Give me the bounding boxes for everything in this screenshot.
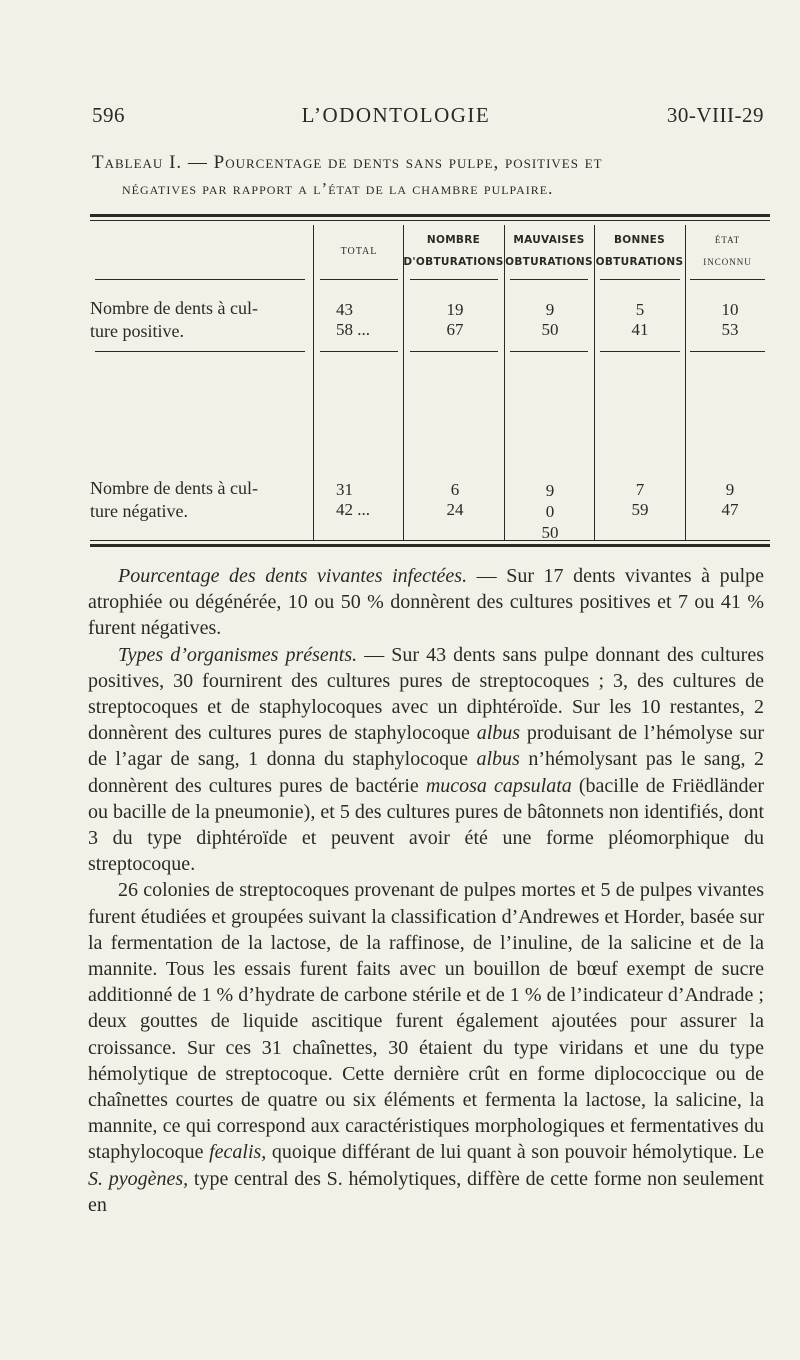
- table-caption: [92, 150, 772, 202]
- row-underline: [320, 351, 398, 352]
- row-label-positive: Nombre de dents à cul- ture positive.: [90, 298, 258, 341]
- row-underline: [690, 351, 765, 352]
- table-caption-line1: Tableau I. — Pourcentage de dents sans pulpe, positives et: [92, 152, 603, 173]
- paragraph: 26 colonies de streptocoques provenant de pulpes mortes et 5 de pulpes vivantes furent étudiées et groupées suivant la classification d’Andrewes et Horder, basée sur la fermentation de la lactose, de la raffinose, de l’inuline, de la salicine et de la mannite. Tous les essais furent faits avec un bouillon de bœuf exempt de sucre additionné de 1 % d’hydrate de carbone stérile et de 1 % de l’indicateur d’Andrade ; deux gouttes de liquide ascitique furent également ajoutées pour assurer la croissance. Sur ces 31 chaînettes, 30 étaient du type viridans et une du type hémolytique de streptocoque. Cette dernière crût en forme diplococcique ou de chaînettes courtes de quatre ou six éléments et fermenta la lactose, la salicine, la mannite, ce qui correspond aux caractéristiques morphologiques et fermentatives du staphylocoque fecalis, quoique différant de lui quant à son pouvoir hémolytique. Le S. pyogènes, type central des S. hémolytiques, diffère de cette forme non seulement en: [88, 879, 765, 1216]
- col-header-etat: ÉTAT INCONNU: [703, 235, 752, 267]
- row-underline: [600, 351, 680, 352]
- cell-total-positive: 43 58 ...: [336, 300, 370, 339]
- body-text: [88, 563, 764, 1218]
- col-header-mauvaises: MAUVAISES OBTURATIONS: [505, 234, 593, 268]
- col-header-bonnes: BONNES OBTURATIONS: [595, 234, 684, 268]
- row-underline: [410, 351, 498, 352]
- cell-nombre-positive: 19 67: [446, 300, 464, 339]
- col-header-total: TOTAL: [340, 246, 378, 257]
- header-underline: [320, 279, 398, 280]
- row-underline: [95, 351, 305, 352]
- row-label-negative: Nombre de dents à cul- ture négative.: [90, 478, 258, 521]
- row-underline: [510, 351, 588, 352]
- header-underline: [510, 279, 588, 280]
- issue-date: 30-VIII-29: [666, 103, 764, 127]
- cell-mauvaises-negative: 9 0 50: [541, 481, 559, 542]
- journal-title: L’ODONTOLOGIE: [301, 103, 491, 127]
- cell-bonnes-positive: 5 41: [631, 300, 649, 339]
- cell-bonnes-negative: 7 59: [631, 480, 649, 519]
- running-header: [92, 103, 764, 128]
- cell-mauvaises-positive: 9 50: [541, 300, 559, 339]
- cell-total-negative: 31 42 ...: [336, 480, 370, 519]
- paragraph: Pourcentage des dents vivantes infectées. — Sur 17 dents vivantes à pulpe atrophiée ou dégénérée, 10 ou 50 % donnèrent des cultures positives et 7 ou 41 % furent négatives.: [88, 565, 764, 640]
- cell-etat-negative: 9 47: [721, 480, 739, 519]
- header-underline: [95, 279, 305, 280]
- header-underline: [600, 279, 680, 280]
- page-number: 596: [92, 103, 125, 127]
- paragraph: Types d’organismes présents. — Sur 43 dents sans pulpe donnant des cultures positives, 30 fournirent des cultures pures de streptocoques ; 3, des cultures de streptocoques et de staphylocoques avec un diphtéroïde. Sur les 10 restantes, 2 donnèrent des cultures pures de staphylocoque albus produisant de l’hémolyse sur de l’agar de sang, 1 donna du staphylocoque albus n’hémolysant pas le sang, 2 donnèrent des cultures pures de bactérie mucosa capsulata (bacille de Friëdländer ou bacille de la pneumonie), et 5 des cultures pures de bâtonnets non identifiés, dont 3 du type diphtéroïde et peuvent avoir été une forme pléomorphique du streptocoque.: [88, 643, 765, 876]
- cell-nombre-negative: 6 24: [446, 480, 464, 519]
- table-caption-line2: négatives par rapport a l’état de la chambre pulpaire.: [122, 179, 554, 198]
- cell-etat-positive: 10 53: [721, 300, 739, 339]
- col-header-nombre: NOMBRE D'OBTURATIONS: [403, 234, 504, 268]
- data-table: [90, 215, 770, 555]
- header-underline: [690, 279, 765, 280]
- header-underline: [410, 279, 498, 280]
